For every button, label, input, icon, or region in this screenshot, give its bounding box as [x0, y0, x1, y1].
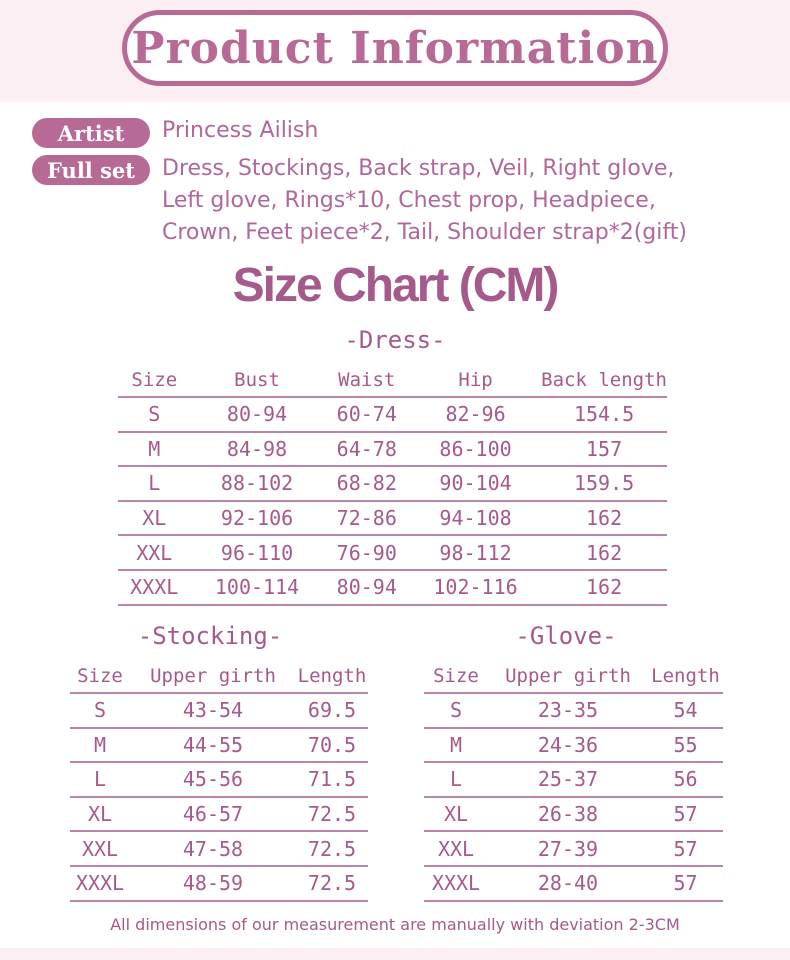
glove-header-row	[424, 659, 723, 693]
table-cell: 82-96	[410, 397, 541, 432]
fullset-line-1: Dress, Stockings, Back strap, Veil, Right glove,	[162, 156, 675, 181]
table-cell: L	[424, 762, 488, 797]
table-cell: M	[70, 728, 130, 763]
table-cell: 28-40	[488, 866, 648, 901]
size-chart-title: Size Chart (CM)	[232, 259, 558, 312]
table-cell: 84-98	[191, 432, 324, 467]
table-cell: 96-110	[191, 535, 324, 570]
table-cell: 27-39	[488, 831, 648, 866]
table-cell: 26-38	[488, 797, 648, 832]
table-cell: 159.5	[541, 466, 667, 501]
table-cell: 72.5	[296, 831, 368, 866]
table-cell: 57	[648, 831, 723, 866]
stocking-header-cell: Size	[77, 664, 123, 687]
table-cell: 60-74	[324, 397, 410, 432]
table-cell: XL	[70, 797, 130, 832]
table-row	[118, 570, 667, 605]
table-cell: 43-54	[130, 693, 296, 728]
fullset-tag: Full set	[32, 155, 150, 185]
table-cell: XXL	[118, 535, 191, 570]
stocking-header-row	[70, 659, 368, 693]
table-row	[70, 762, 368, 797]
table-cell: 45-56	[130, 762, 296, 797]
fullset-line-2: Left glove, Rings*10, Chest prop, Headpiece,	[162, 188, 656, 213]
table-cell: 70.5	[296, 728, 368, 763]
table-cell: 72-86	[324, 501, 410, 536]
title-pill	[122, 10, 668, 86]
table-row	[118, 397, 667, 432]
stocking-header-cell: Upper girth	[150, 664, 276, 687]
table-cell: 80-94	[191, 397, 324, 432]
table-cell: 23-35	[488, 693, 648, 728]
page-title: Product Information	[131, 22, 659, 74]
table-row	[424, 797, 723, 832]
dress-header-cell: Bust	[234, 368, 280, 391]
table-row	[424, 831, 723, 866]
dress-header-cell: Back length	[541, 368, 667, 391]
table-cell: XXL	[424, 831, 488, 866]
table-cell: 100-114	[191, 570, 324, 605]
table-cell: 24-36	[488, 728, 648, 763]
table-cell: XXL	[70, 831, 130, 866]
footer-band	[0, 948, 790, 960]
measurement-footnote: All dimensions of our measurement are manually with deviation 2-3CM	[110, 915, 680, 934]
table-cell: L	[118, 466, 191, 501]
table-cell: 90-104	[410, 466, 541, 501]
table-cell: XXXL	[424, 866, 488, 901]
dress-size-table	[118, 363, 667, 606]
glove-header-cell: Length	[651, 664, 720, 687]
table-row	[118, 501, 667, 536]
table-cell: XXXL	[118, 570, 191, 605]
dress-header-row	[118, 363, 667, 397]
table-cell: S	[70, 693, 130, 728]
table-cell: 162	[541, 501, 667, 536]
table-cell: 86-100	[410, 432, 541, 467]
table-cell: 48-59	[130, 866, 296, 901]
table-row	[70, 728, 368, 763]
table-row	[118, 432, 667, 467]
table-cell: XXXL	[70, 866, 130, 901]
table-cell: 88-102	[191, 466, 324, 501]
glove-header-cell: Upper girth	[505, 664, 631, 687]
table-row	[424, 693, 723, 728]
dress-header-cell: Size	[131, 368, 178, 391]
table-cell: 64-78	[324, 432, 410, 467]
table-row	[70, 866, 368, 901]
table-cell: 94-108	[410, 501, 541, 536]
glove-header-cell: Size	[433, 664, 479, 687]
table-row	[118, 466, 667, 501]
glove-section-title: -Glove-	[515, 622, 617, 650]
table-cell: 46-57	[130, 797, 296, 832]
table-cell: 55	[648, 728, 723, 763]
table-cell: 57	[648, 866, 723, 901]
table-row	[424, 762, 723, 797]
table-row	[424, 728, 723, 763]
table-cell: 102-116	[410, 570, 541, 605]
fullset-line-3: Crown, Feet piece*2, Tail, Shoulder strap*2(gift)	[162, 220, 687, 245]
table-cell: 69.5	[296, 693, 368, 728]
table-cell: S	[118, 397, 191, 432]
table-cell: S	[424, 693, 488, 728]
artist-value: Princess Ailish	[162, 118, 319, 143]
table-cell: 72.5	[296, 866, 368, 901]
table-cell: 57	[648, 797, 723, 832]
table-cell: M	[424, 728, 488, 763]
table-row	[70, 797, 368, 832]
stocking-header-cell: Length	[297, 664, 367, 687]
artist-tag: Artist	[32, 118, 150, 148]
table-cell: 162	[541, 570, 667, 605]
table-cell: 54	[648, 693, 723, 728]
dress-section-title: -Dress-	[344, 326, 446, 354]
table-row	[424, 866, 723, 901]
table-cell: 68-82	[324, 466, 410, 501]
table-cell: 157	[541, 432, 667, 467]
dress-header-cell: Waist	[338, 368, 396, 391]
table-cell: L	[70, 762, 130, 797]
dress-header-cell: Hip	[458, 368, 493, 391]
table-cell: XL	[118, 501, 191, 536]
table-cell: 154.5	[541, 397, 667, 432]
table-cell: M	[118, 432, 191, 467]
table-cell: 92-106	[191, 501, 324, 536]
table-row	[70, 831, 368, 866]
stocking-size-table	[70, 659, 368, 902]
glove-size-table	[424, 659, 723, 902]
table-row	[118, 535, 667, 570]
table-cell: XL	[424, 797, 488, 832]
table-cell: 44-55	[130, 728, 296, 763]
table-cell: 56	[648, 762, 723, 797]
table-cell: 76-90	[324, 535, 410, 570]
table-cell: 25-37	[488, 762, 648, 797]
table-cell: 47-58	[130, 831, 296, 866]
table-cell: 80-94	[324, 570, 410, 605]
table-cell: 98-112	[410, 535, 541, 570]
table-cell: 162	[541, 535, 667, 570]
table-cell: 71.5	[296, 762, 368, 797]
table-row	[70, 693, 368, 728]
table-cell: 72.5	[296, 797, 368, 832]
stocking-section-title: -Stocking-	[137, 622, 283, 650]
